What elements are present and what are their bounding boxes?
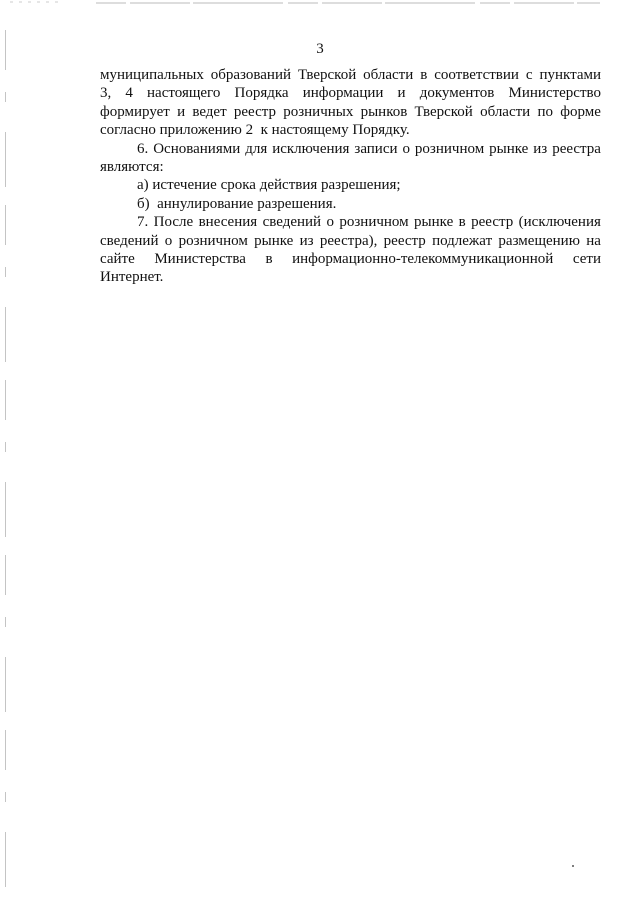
text-line: [100, 140, 601, 158]
text-line-last: являются:: [100, 158, 164, 175]
word: по: [537, 103, 553, 120]
word: розничном: [178, 232, 248, 249]
word: настоящего: [147, 85, 221, 102]
scan-artifact-left-margin: [4, 30, 7, 890]
word: реестра: [552, 140, 601, 157]
word: Порядка: [234, 85, 289, 102]
text-line: [100, 213, 601, 231]
word: о: [164, 232, 173, 249]
word: о: [402, 140, 410, 157]
word: документов: [419, 85, 495, 102]
word: из: [299, 232, 314, 249]
word: Основаниями: [153, 140, 241, 157]
word: внесения: [198, 214, 258, 231]
word: размещению: [498, 232, 580, 249]
paragraph-7-publication: [100, 213, 601, 287]
word: сведений: [262, 214, 322, 231]
word: форме: [560, 103, 601, 120]
word: информации: [302, 85, 384, 102]
word: области: [363, 67, 414, 83]
word: о: [326, 214, 334, 231]
word: подлежат: [432, 232, 493, 249]
word: муниципальных: [100, 67, 204, 83]
list-item-b: б) аннулирование разрешения.: [137, 195, 337, 212]
word: 3,: [100, 85, 112, 102]
word: в: [420, 67, 428, 83]
word: реестр: [471, 214, 514, 231]
word: с: [525, 67, 533, 83]
text-line: [100, 250, 601, 268]
word: 6.: [137, 140, 149, 157]
text-line: [100, 84, 601, 102]
scan-artifact-top: [0, 0, 640, 8]
word: в: [265, 250, 273, 267]
word: Тверской: [414, 103, 473, 120]
word: реестр: [233, 103, 276, 120]
word: пунктами: [539, 67, 601, 83]
word: розничных: [283, 103, 354, 120]
word: из: [533, 140, 548, 157]
text-line: [100, 103, 601, 121]
word: записи: [354, 140, 398, 157]
word: реестра),: [319, 232, 378, 249]
word: розничном: [414, 140, 485, 157]
list-item-a: а) истечение срока действия разрешения;: [137, 177, 401, 194]
word: После: [153, 214, 194, 231]
text-line: [100, 66, 601, 84]
word: и: [177, 103, 186, 120]
word: реестр: [383, 232, 426, 249]
word: исключения: [272, 140, 350, 157]
word: формирует: [100, 103, 170, 120]
word: и: [397, 85, 406, 102]
word: сети: [572, 250, 601, 267]
paragraph-register-formation: [100, 66, 601, 140]
word: рынке: [254, 232, 294, 249]
word: сведений: [100, 232, 159, 249]
word: рынков: [360, 103, 408, 120]
word: соответствии: [434, 67, 519, 83]
document-body: [100, 66, 601, 287]
word: ведет: [192, 103, 227, 120]
word: рынке: [414, 214, 454, 231]
word: сайте: [100, 250, 135, 267]
word: для: [245, 140, 268, 157]
word: (исключения: [518, 214, 601, 231]
page-number: 3: [316, 41, 324, 57]
word: Министерство: [508, 85, 601, 102]
word: на: [586, 232, 601, 249]
word: образований: [210, 67, 292, 83]
word: Тверской: [297, 67, 357, 83]
word: рынке: [489, 140, 529, 157]
word: розничном: [339, 214, 409, 231]
text-line-last: Интернет.: [100, 269, 164, 286]
word: в: [458, 214, 466, 231]
word: Министерства: [154, 250, 246, 267]
text-line-last: согласно приложению 2 к настоящему Порядку.: [100, 122, 410, 139]
text-line: [100, 232, 601, 250]
word: 7.: [137, 214, 149, 231]
word: области: [480, 103, 531, 120]
paragraph-6-exclusion-grounds: [100, 140, 601, 214]
word: информационно-телекоммуникационной: [292, 250, 554, 267]
scan-speck: [572, 865, 574, 867]
word: 4: [125, 85, 133, 102]
